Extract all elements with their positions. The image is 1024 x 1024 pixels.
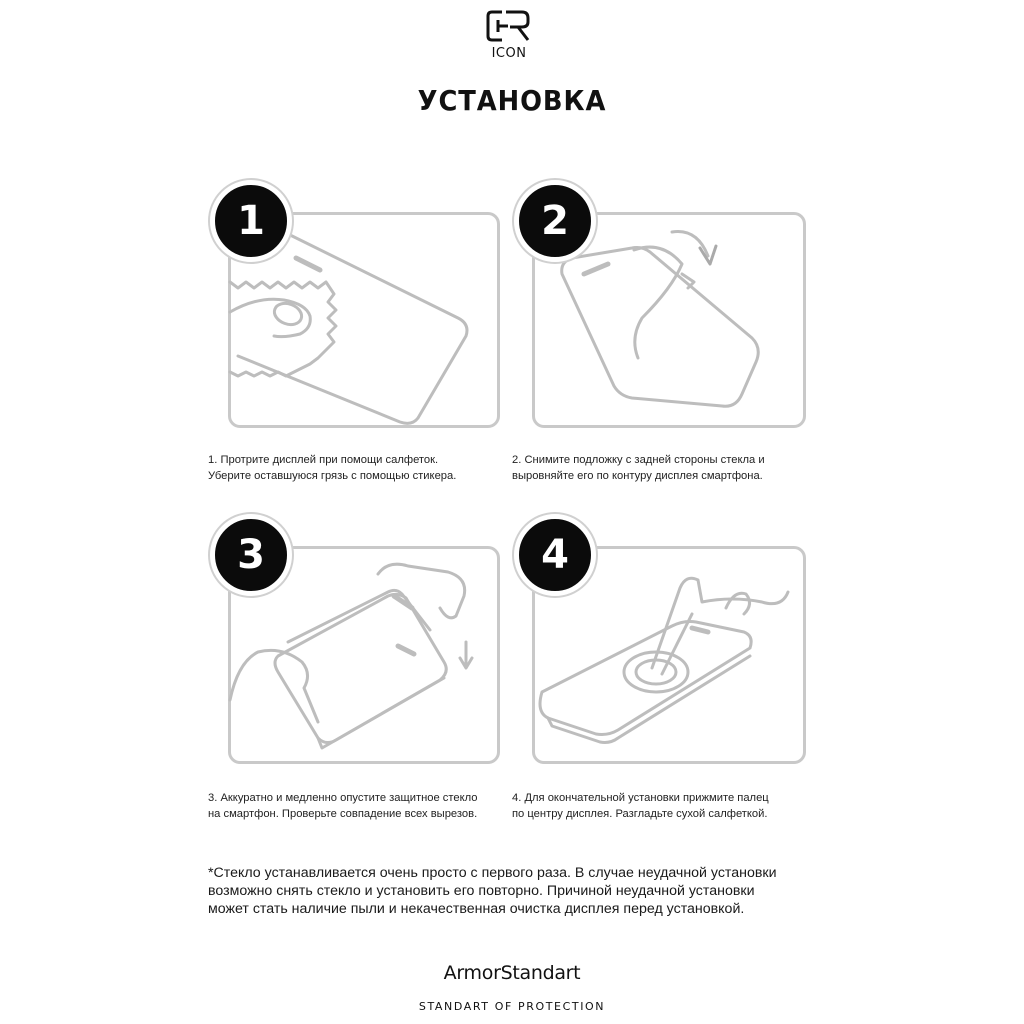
step-3-badge: 3 (210, 514, 292, 596)
caption-line: 3. Аккуратно и медленно опустите защитное стекло (208, 792, 478, 804)
step-1-badge: 1 (210, 180, 292, 262)
caption-line: выровняйте его по контуру дисплея смартфона. (512, 470, 763, 482)
caption-line: Уберите оставшуюся грязь с помощью стикера. (208, 470, 457, 482)
caption-line: на смартфон. Проверьте совпадение всех вырезов. (208, 808, 478, 820)
note-line: может стать наличие пыли и некачественная очистка дисплея перед установкой. (208, 901, 745, 917)
step-2-badge: 2 (514, 180, 596, 262)
brand-logo (484, 8, 534, 64)
footer-slogan: STANDART OF PROTECTION (418, 1000, 606, 1013)
note-line: возможно снять стекло и установить его повторно. Причиной неудачной установки (208, 883, 755, 899)
step-2 (512, 178, 812, 482)
step-4-caption (512, 790, 769, 822)
step-3 (208, 512, 508, 820)
caption-line: 4. Для окончательной установки прижмите палец (512, 792, 769, 804)
caption-line: 1. Протрите дисплей при помощи салфеток. (208, 454, 439, 466)
footer-brand: ArmorStandart (443, 962, 581, 984)
icon-logo-mark (484, 8, 534, 46)
step-1-caption (208, 452, 456, 484)
caption-line: 2. Снимите подложку с задней стороны стекла и (512, 454, 765, 466)
step-2-caption (512, 452, 765, 484)
logo-text: ICON (491, 46, 527, 61)
installation-note (208, 864, 818, 918)
step-4-badge: 4 (514, 514, 596, 596)
step-4 (512, 512, 812, 820)
note-line: *Стекло устанавливается очень просто с первого раза. В случае неудачной установки (208, 865, 777, 881)
step-3-caption (208, 790, 478, 822)
page-title: УСТАНОВКА (417, 84, 607, 117)
step-1 (208, 178, 508, 482)
caption-line: по центру дисплея. Разгладьте сухой салфеткой. (512, 808, 768, 820)
